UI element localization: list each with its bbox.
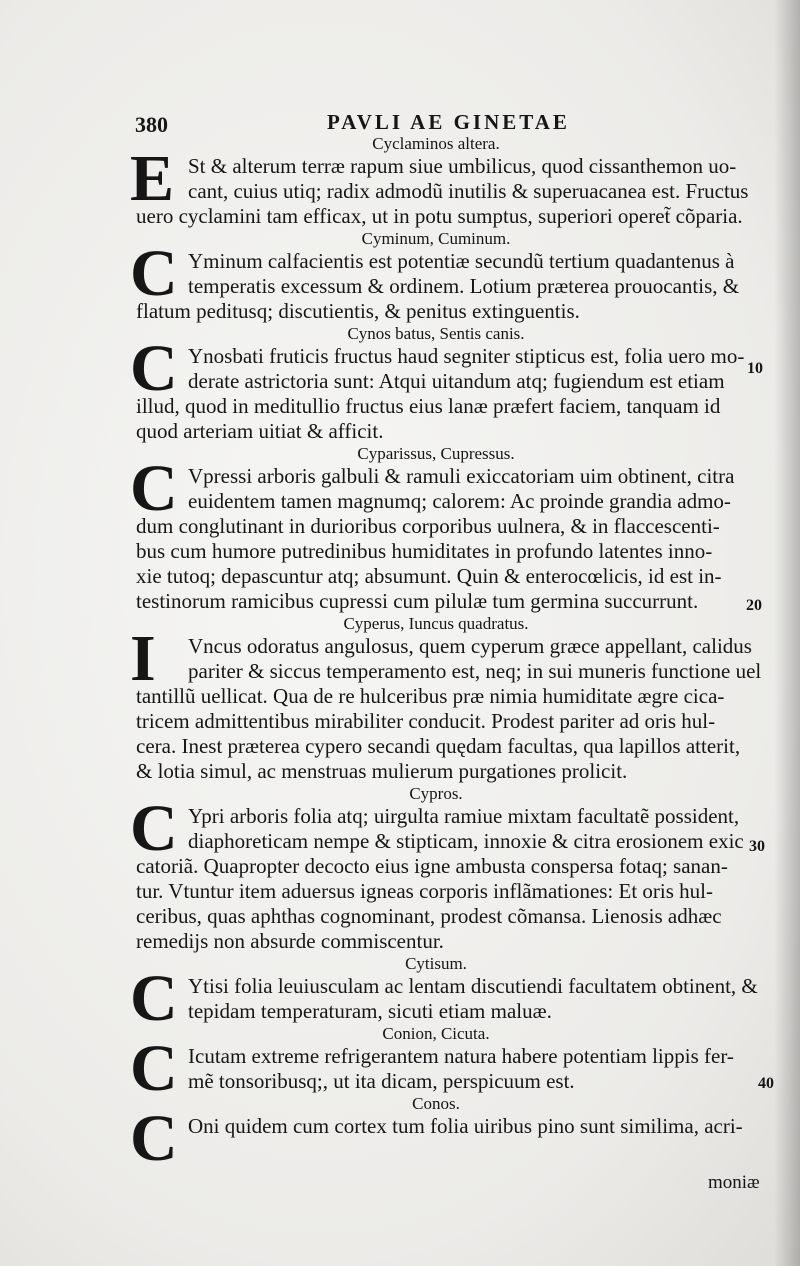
text-line: tur. Vtuntur item aduersus igneas corporis inflãmationes: Et oris hul- [136, 879, 714, 903]
entry-heading: Cyparissus, Cupressus. [357, 444, 515, 463]
text-line: diaphoreticam nempe & stipticam, innoxie & citra erosionem exic [188, 829, 744, 853]
text-line: & lotia simul, ac menstruas mulierum purgationes prolicit. [136, 759, 628, 783]
margin-line-number: 20 [746, 597, 762, 614]
text-line: cera. Inest præterea cypero secandi quędam facultas, qua lapillos atterit, [136, 734, 741, 758]
running-title: PAVLI AE GINETAE [327, 110, 570, 134]
text-line: Ynosbati fruticis fructus haud segniter stipticus est, folia uero mo- [188, 344, 745, 368]
entry-heading: Cyperus, Iuncus quadratus. [343, 614, 529, 633]
drop-cap-initial: C [130, 962, 178, 1035]
text-line: Icutam extreme refrigerantem natura habere potentiam lippis fer- [188, 1044, 734, 1068]
text-line: Oni quidem cum cortex tum folia uiribus pino sunt similima, acri- [188, 1114, 743, 1138]
text-line: flatum peditusq; discutientis, & penitus extinguentis. [136, 299, 580, 323]
folio-number: 380 [135, 112, 168, 137]
text-line: euidentem tamen magnumq; calorem: Ac proinde grandia admo- [188, 489, 731, 513]
text-line: Ypri arboris folia atq; uirgulta ramiue mixtam facultatẽ possident, [188, 804, 740, 828]
text-line: illud, quod in meditullio fructus eius lanæ præfert faciem, tanquam id [136, 394, 721, 418]
text-line: catoriã. Quapropter decocto eius igne ambusta conspersa fotaq; sanan- [136, 854, 728, 878]
text-line: Vpressi arboris galbuli & ramuli exiccatoriam uim obtinent, citra [188, 464, 735, 488]
text-line: tepidam temperaturam, sicuti etiam maluæ. [188, 999, 552, 1023]
drop-cap-initial: C [130, 332, 178, 405]
entry-heading: Conion, Cicuta. [382, 1024, 490, 1043]
text-line: derate astrictoria sunt: Atqui uitandum atq; fugiendum est etiam [188, 369, 725, 393]
drop-cap-initial: C [130, 237, 178, 310]
catchword: moniæ [708, 1172, 760, 1193]
entry-heading: Cyclaminos altera. [372, 134, 500, 153]
entry-heading: Cytisum. [405, 954, 467, 973]
text-line: uero cyclamini tam efficax, ut in potu sumptus, superiori operet̃ cõparia. [136, 204, 743, 228]
text-block [130, 134, 768, 1175]
text-line: xie tutoq; depascuntur atq; absumunt. Quin & enterocœlicis, id est in- [136, 564, 722, 588]
entry-heading: Cypros. [409, 784, 463, 803]
text-line: St & alterum terræ rapum siue umbilicus, quod cissanthemon uo- [188, 154, 737, 178]
text-line: temperatis excessum & ordinem. Lotium præterea prouocantis, & [188, 274, 740, 298]
drop-cap-initial: I [130, 622, 156, 695]
text-line: Yminum calfacientis est potentiæ secundũ tertium quadantenus à [188, 249, 735, 273]
drop-cap-initial: C [130, 792, 178, 865]
entry-heading: Cyminum, Cuminum. [361, 229, 511, 248]
entry-heading: Cynos batus, Sentis canis. [347, 324, 525, 343]
text-line: dum conglutinant in durioribus corporibus uulnera, & in flaccescenti- [136, 514, 720, 538]
text-line: quod arteriam uitiat & afficit. [136, 419, 384, 443]
text-line: tantillũ uellicat. Qua de re hulceribus præ nimia humiditate ægre cica- [136, 684, 725, 708]
entry-heading: Conos. [412, 1094, 460, 1113]
text-line: mẽ tonsoribusq;, ut ita dicam, perspicuum est. [188, 1069, 575, 1093]
margin-line-number: 10 [747, 360, 763, 377]
text-line: testinorum ramicibus cupressi cum pilulæ tum germina succurrunt. [136, 589, 699, 613]
text-line: tricem admittentibus mirabiliter conducit. Prodest pariter ad oris hul- [136, 709, 716, 733]
text-line: Vncus odoratus angulosus, quem cyperum græce appellant, calidus [188, 634, 752, 658]
margin-line-number: 30 [749, 838, 765, 855]
drop-cap-initial: C [130, 1102, 178, 1175]
text-line: cant, cuius utiq; radix admodũ inutilis & superuacanea est. Fructus [188, 179, 749, 203]
text-line: pariter & siccus temperamento est, neq; in sui muneris functione uel [188, 659, 762, 683]
drop-cap-initial: C [130, 1032, 178, 1105]
text-line: ceribus, quas aphthas cognominant, prodest cõmansa. Lienosis adhæc [136, 904, 722, 928]
drop-cap-initial: C [130, 452, 178, 525]
text-line: Ytisi folia leuiusculam ac lentam discutiendi facultatem obtinent, & [188, 974, 758, 998]
margin-line-number: 40 [758, 1075, 774, 1092]
text-line: remedijs non absurde commiscentur. [136, 929, 444, 953]
drop-cap-initial: E [130, 142, 175, 215]
text-line: bus cum humore putredinibus humiditates in profundo latentes inno- [136, 539, 713, 563]
